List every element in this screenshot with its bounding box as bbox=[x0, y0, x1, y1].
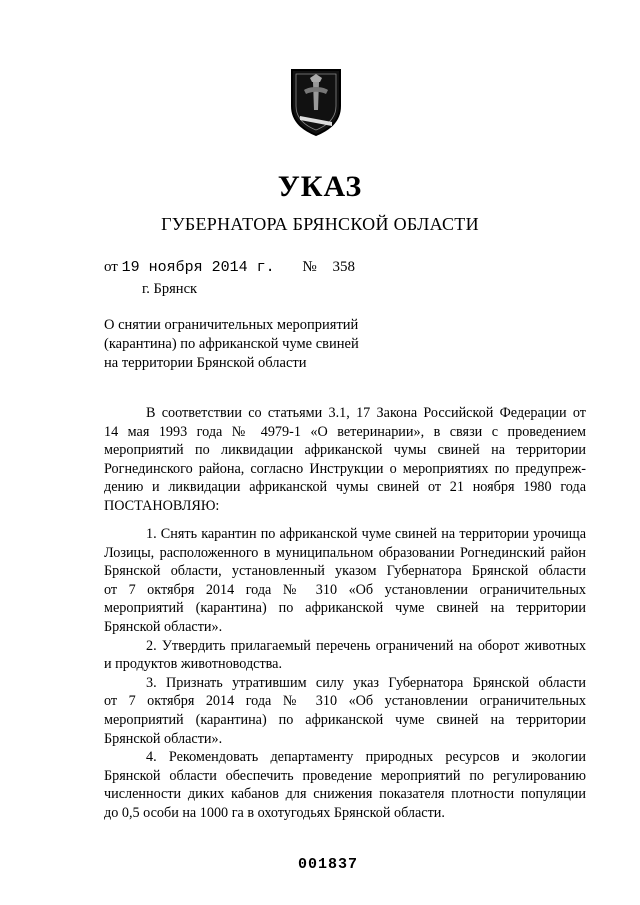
decree-item-2 bbox=[104, 637, 586, 674]
document-subject bbox=[104, 316, 359, 373]
item-line: и продуктов животноводства. bbox=[104, 656, 283, 673]
serial-number-stamp: 001837 bbox=[298, 856, 359, 873]
date-prefix: от bbox=[104, 259, 118, 275]
number-label: № bbox=[302, 259, 317, 275]
date-number-row bbox=[104, 259, 355, 276]
item-line: мероприятий (карантина) по африканской чуме свиней на территории bbox=[104, 600, 586, 617]
subject-line: О снятии ограничительных мероприятий bbox=[104, 317, 359, 333]
item-line: Брянской области». bbox=[104, 618, 223, 635]
item-line: 1. Снять карантин по африканской чуме свиней на территории урочища bbox=[146, 526, 586, 542]
preamble-line: В соответствии со статьями 3.1, 17 Закона Российской Федерации от bbox=[146, 405, 586, 421]
preamble-line: 14 мая 1993 года № 4979-1 «О ветеринарии», в связи с проведением bbox=[104, 423, 586, 440]
preamble bbox=[104, 404, 586, 516]
item-line: Брянской области, установленный указом Губернатора Брянской области bbox=[104, 563, 586, 580]
coat-of-arms-icon bbox=[286, 66, 346, 138]
document-city: г. Брянск bbox=[142, 281, 198, 297]
preamble-line: дению и ликвидации африканской чумы свиней от 21 ноября 1980 года bbox=[104, 479, 586, 496]
decree-item-3 bbox=[104, 674, 586, 748]
item-line: Лозицы, расположенного в муниципальном образовании Рогнединский район bbox=[104, 544, 586, 561]
item-line: 4. Рекомендовать департаменту природных ресурсов и экологии bbox=[146, 749, 586, 766]
document-title: УКАЗ bbox=[277, 170, 363, 203]
item-line: 2. Утвердить прилагаемый перечень ограничений на оборот животных bbox=[146, 637, 586, 654]
subject-line: на территории Брянской области bbox=[104, 355, 307, 371]
item-line: Брянской области обеспечить проведение мероприятий по регулированию bbox=[104, 767, 586, 784]
preamble-line: Рогнединского района, согласно Инструкции о мероприятиях по предупреж- bbox=[104, 460, 586, 477]
decree-items bbox=[104, 525, 586, 823]
document-number: 358 bbox=[332, 259, 355, 275]
item-line: от 7 октября 2014 года № 310 «Об установлении ограничительных bbox=[104, 581, 586, 598]
item-line: 3. Признать утратившим силу указ Губернатора Брянской области bbox=[146, 674, 586, 691]
decree-word: ПОСТАНОВЛЯЮ: bbox=[104, 497, 220, 514]
item-line: от 7 октября 2014 года № 310 «Об установлении ограничительных bbox=[104, 693, 586, 710]
decree-item-4 bbox=[104, 748, 586, 822]
item-line: Брянской области». bbox=[104, 730, 223, 747]
item-line: до 0,5 особи на 1000 га в охотугодьях Брянской области. bbox=[104, 804, 445, 821]
subject-line: (карантина) по африканской чуме свиней bbox=[104, 336, 359, 352]
preamble-line: мероприятий по ликвидации африканской чумы свиней на территории bbox=[104, 442, 586, 459]
decree-item-1 bbox=[104, 525, 586, 637]
item-line: численности диких кабанов для снижения показателя плотности популяции bbox=[104, 786, 586, 803]
item-line: мероприятий (карантина) по африканской чуме свиней на территории bbox=[104, 711, 586, 728]
document-subtitle: ГУБЕРНАТОРА БРЯНСКОЙ ОБЛАСТИ bbox=[161, 214, 479, 234]
document-date: 19 ноября 2014 г. bbox=[121, 259, 275, 276]
